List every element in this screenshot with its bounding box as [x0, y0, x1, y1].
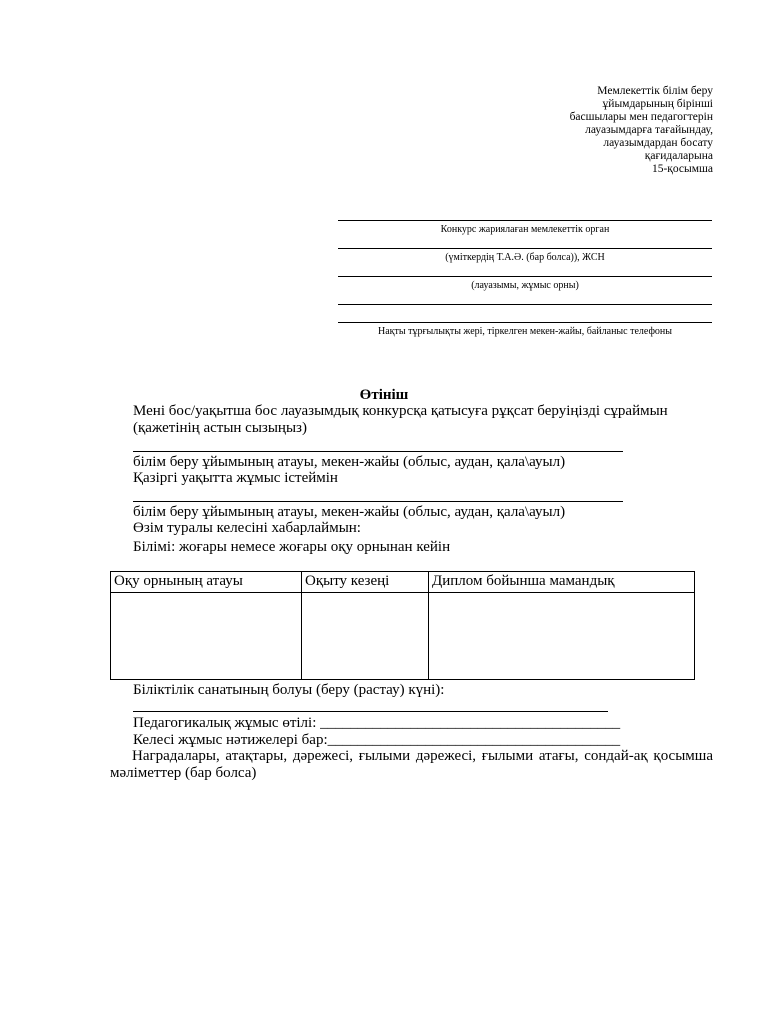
fill-line[interactable] [338, 220, 712, 221]
fill-line-org-2[interactable] [133, 501, 623, 502]
current-work-text: Қазіргі уақытта жұмыс істеймін [133, 470, 338, 486]
caption-position: (лауазымы, жұмыс орны) [471, 280, 579, 291]
header-field-extra [338, 304, 712, 305]
education-text: Білімі: жоғары немесе жоғары оқу орнынан кейін [133, 539, 451, 555]
caption-org: Конкурс жариялаған мемлекеттік орган [440, 224, 610, 235]
fill-line[interactable] [338, 304, 712, 305]
appendix-line: қағидаларына [644, 150, 713, 162]
caption-address: Нақты тұрғылықты жері, тіркелген мекен-жайы, байланыс телефоны [377, 326, 673, 337]
org-caption-2: білім беру ұйымының атауы, мекен-жайы (облыс, аудан, қала\ауыл) [133, 504, 566, 520]
table-header-cell: Диплом бойынша мамандық [429, 572, 695, 593]
fill-line-org-1[interactable] [133, 451, 623, 452]
header-field-org [338, 220, 712, 236]
header-field-position [338, 276, 712, 292]
appendix-line: ұйымдарының бірінші [602, 98, 713, 110]
table-header-cell: Оқу орнының атауы [111, 572, 302, 593]
appendix-line: басшылары мен педагогтерін [569, 111, 713, 123]
table-header-row [111, 572, 695, 593]
appendix-line: лауазымдарға тағайындау, [585, 124, 713, 136]
fill-line[interactable] [338, 276, 712, 277]
appendix-reference [453, 85, 713, 176]
header-field-name [338, 248, 712, 264]
request-note: (қажетінің астын сызыңыз) [133, 420, 307, 436]
table-cell[interactable] [111, 593, 302, 680]
self-info-text: Өзім туралы келесіні хабарлаймын: [133, 520, 361, 536]
table-header-cell: Оқыту кезеңі [302, 572, 429, 593]
caption-name: (үміткердің Т.А.Ә. (бар болса)), ЖСН [445, 252, 605, 263]
experience-text: Педагогикалық жұмыс өтілі: ________________________________________ [133, 715, 621, 731]
awards-text: Наградалары, атақтары, дәрежесі, ғылыми дәрежесі, ғылыми атағы, сондай-ақ қосымша мәліметтер (бар болса) [110, 748, 713, 781]
appendix-line: Мемлекеттік білім беру [597, 85, 713, 97]
table-row [111, 593, 695, 680]
fill-line[interactable] [338, 322, 712, 323]
results-text: Келесі жұмыс нәтижелері бар:_______________________________________ [133, 732, 621, 748]
page-title: Өтініш [359, 387, 409, 403]
fill-line-qualification[interactable] [133, 711, 608, 712]
qualification-text: Біліктілік санатының болуы (беру (растау) күні): [133, 682, 445, 698]
org-caption-1: білім беру ұйымының атауы, мекен-жайы (облыс, аудан, қала\ауыл) [133, 454, 566, 470]
fill-line[interactable] [338, 248, 712, 249]
table-cell[interactable] [429, 593, 695, 680]
appendix-line: 15-қосымша [651, 163, 713, 175]
education-table [110, 571, 695, 680]
header-field-address [338, 322, 712, 338]
request-text: Мені бос/уақытша бос лауазымдық конкурсқа қатысуға рұқсат беруіңізді сұраймын [133, 403, 668, 419]
appendix-line: лауазымдардан босату [603, 137, 713, 149]
table-cell[interactable] [302, 593, 429, 680]
